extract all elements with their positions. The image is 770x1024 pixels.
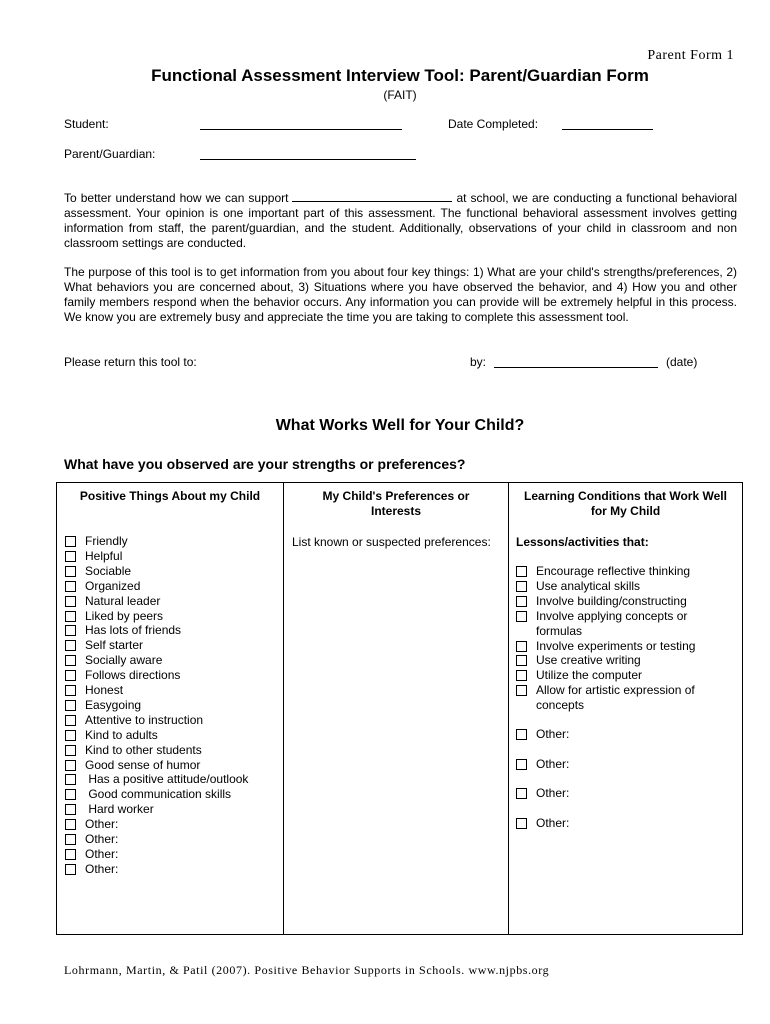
date-completed-field[interactable] bbox=[562, 118, 653, 130]
positive-thing-checkbox[interactable] bbox=[65, 700, 76, 711]
learning-condition-checkbox[interactable] bbox=[516, 685, 527, 696]
parent-guardian-field[interactable] bbox=[200, 148, 416, 160]
column-preferences bbox=[284, 483, 509, 934]
positive-thing-checkbox[interactable] bbox=[65, 536, 76, 547]
learning-condition-item bbox=[516, 609, 687, 624]
learning-condition-other-item bbox=[516, 757, 569, 772]
page-title: Functional Assessment Interview Tool: Parent/Guardian Form bbox=[151, 66, 649, 85]
intro-para1-before: To better understand how we can support bbox=[64, 191, 289, 205]
student-field[interactable] bbox=[200, 118, 402, 130]
col3-header bbox=[509, 483, 742, 519]
section-question: What have you observed are your strengths or preferences? bbox=[64, 456, 466, 472]
positive-thing-label: Other: bbox=[85, 861, 119, 876]
positive-thing-item bbox=[65, 609, 163, 624]
intro-para1-after: at school, we are conducting a functional behavioral assessment. Your opinion is one important part of this assessment. The functional behavioral assessment involves getting information from staff, the parent/guardian, and the student. Additionally, observations of your child in classroom and non classroom settings are conducted. bbox=[64, 191, 737, 250]
positive-thing-checkbox[interactable] bbox=[65, 774, 76, 785]
positive-thing-item bbox=[65, 758, 200, 773]
positive-thing-checkbox[interactable] bbox=[65, 640, 76, 651]
learning-condition-label: Use analytical skills bbox=[536, 578, 641, 593]
positive-thing-item bbox=[65, 579, 140, 594]
positive-thing-item bbox=[65, 594, 160, 609]
parent-guardian-label: Parent/Guardian: bbox=[64, 147, 156, 161]
positive-thing-label: Friendly bbox=[85, 534, 128, 548]
column-positive-things bbox=[57, 483, 284, 934]
positive-thing-checkbox[interactable] bbox=[65, 611, 76, 622]
positive-thing-label: Good sense of humor bbox=[85, 757, 201, 772]
positive-thing-label: Socially aware bbox=[85, 653, 163, 668]
learning-condition-label: concepts bbox=[536, 698, 585, 713]
positive-thing-checkbox[interactable] bbox=[65, 596, 76, 607]
learning-condition-label: Encourage reflective thinking bbox=[536, 564, 691, 578]
positive-thing-label: Other: bbox=[85, 832, 119, 846]
learning-condition-item bbox=[516, 624, 582, 639]
positive-thing-label: Liked by peers bbox=[85, 608, 164, 623]
learning-condition-checkbox[interactable] bbox=[516, 596, 527, 607]
positive-thing-checkbox[interactable] bbox=[65, 685, 76, 696]
positive-thing-item bbox=[65, 713, 203, 728]
learning-condition-other-checkbox[interactable] bbox=[516, 759, 527, 770]
positive-thing-checkbox[interactable] bbox=[65, 581, 76, 592]
positive-thing-checkbox[interactable] bbox=[65, 551, 76, 562]
col1-header: Positive Things About my Child bbox=[79, 489, 261, 503]
positive-thing-label: Organized bbox=[85, 578, 141, 593]
positive-thing-item bbox=[65, 817, 118, 832]
positive-thing-label: Honest bbox=[85, 683, 124, 697]
positive-thing-item bbox=[65, 549, 122, 564]
learning-condition-other-item bbox=[516, 816, 569, 831]
learning-condition-label: Utilize the computer bbox=[536, 668, 643, 683]
preferences-prompt-text: List known or suspected preferences: bbox=[292, 535, 491, 549]
date-label: (date) bbox=[666, 355, 698, 369]
positive-thing-label: Good communication skills bbox=[85, 787, 232, 802]
positive-thing-item bbox=[65, 787, 231, 802]
intro-paragraph-2: The purpose of this tool is to get information from you about four key things: 1) What are your child's strengths/preferences, 2) What behaviors you are concerned about, 3) Situations where you have observed the behavior, and 4) How you and other family members respond when the behavior occurs. Any information you can provide will be extremely helpful in this process. We know you are extremely busy and appreciate the time you are taking to complete this assessment tool. bbox=[64, 265, 737, 324]
positive-thing-label: Easygoing bbox=[85, 697, 142, 712]
positive-thing-label: Self starter bbox=[85, 638, 144, 653]
date-completed-label: Date Completed: bbox=[448, 117, 539, 131]
col3-header-line1: Learning Conditions that Work Well bbox=[524, 489, 727, 503]
positive-thing-item bbox=[65, 802, 154, 817]
learning-condition-item bbox=[516, 653, 641, 668]
col2-header-line1: My Child's Preferences or bbox=[322, 489, 470, 503]
learning-condition-checkbox[interactable] bbox=[516, 655, 527, 666]
intro-paragraph-1 bbox=[64, 191, 737, 251]
learning-condition-other-checkbox[interactable] bbox=[516, 818, 527, 829]
learning-condition-other-item bbox=[516, 786, 569, 801]
learning-condition-other-label: Other: bbox=[536, 786, 570, 801]
positive-thing-label: Follows directions bbox=[85, 668, 181, 683]
positive-thing-checkbox[interactable] bbox=[65, 849, 76, 860]
positive-thing-label: Has a positive attitude/outlook bbox=[85, 772, 249, 787]
positive-thing-item bbox=[65, 862, 118, 877]
positive-thing-label: Kind to adults bbox=[85, 727, 158, 742]
learning-condition-item bbox=[516, 639, 695, 654]
learning-condition-checkbox[interactable] bbox=[516, 566, 527, 577]
positive-thing-label: Attentive to instruction bbox=[85, 712, 204, 727]
positive-thing-label: Helpful bbox=[85, 548, 123, 563]
learning-condition-checkbox[interactable] bbox=[516, 641, 527, 652]
strengths-table bbox=[56, 482, 743, 935]
positive-thing-item bbox=[65, 668, 180, 683]
learning-condition-checkbox[interactable] bbox=[516, 670, 527, 681]
positive-thing-item bbox=[65, 728, 158, 743]
learning-condition-other-label: Other: bbox=[536, 727, 570, 741]
positive-thing-checkbox[interactable] bbox=[65, 864, 76, 875]
learning-condition-other-item bbox=[516, 727, 569, 742]
positive-thing-checkbox[interactable] bbox=[65, 834, 76, 845]
positive-thing-item bbox=[65, 623, 181, 638]
learning-condition-label: Allow for artistic expression of bbox=[536, 683, 695, 698]
preferences-prompt bbox=[292, 535, 491, 550]
positive-thing-checkbox[interactable] bbox=[65, 745, 76, 756]
column-learning-conditions bbox=[509, 483, 742, 934]
positive-thing-item bbox=[65, 832, 118, 847]
footer-citation: Lohrmann, Martin, & Patil (2007). Positive Behavior Supports in Schools. www.njpbs.org bbox=[64, 963, 550, 977]
positive-thing-checkbox[interactable] bbox=[65, 655, 76, 666]
positive-thing-item bbox=[65, 772, 248, 787]
col2-header-line2: Interests bbox=[370, 504, 422, 518]
positive-thing-item bbox=[65, 698, 141, 713]
positive-thing-checkbox[interactable] bbox=[65, 625, 76, 636]
positive-thing-checkbox[interactable] bbox=[65, 819, 76, 830]
by-label: by: bbox=[470, 355, 487, 369]
learning-condition-label: Involve experiments or testing bbox=[536, 638, 696, 653]
lessons-prompt-text: Lessons/activities that: bbox=[516, 535, 649, 549]
learning-condition-other-checkbox[interactable] bbox=[516, 788, 527, 799]
positive-thing-item bbox=[65, 683, 123, 698]
page-subtitle: (FAIT) bbox=[383, 88, 417, 102]
student-label: Student: bbox=[64, 117, 109, 131]
learning-condition-label: formulas bbox=[536, 623, 583, 638]
positive-thing-label: Other: bbox=[85, 846, 119, 861]
positive-thing-checkbox[interactable] bbox=[65, 715, 76, 726]
positive-thing-label: Natural leader bbox=[85, 593, 161, 608]
positive-thing-label: Kind to other students bbox=[85, 742, 202, 757]
positive-thing-label: Hard worker bbox=[85, 802, 154, 817]
col3-header-line2: for My Child bbox=[590, 504, 661, 518]
learning-condition-label: Use creative writing bbox=[536, 653, 641, 668]
positive-thing-item bbox=[65, 534, 128, 549]
learning-condition-item bbox=[516, 668, 642, 683]
section-title: What Works Well for Your Child? bbox=[275, 417, 525, 434]
positive-thing-item bbox=[65, 653, 162, 668]
learning-condition-other-label: Other: bbox=[536, 756, 570, 771]
learning-condition-item bbox=[516, 594, 687, 609]
positive-thing-checkbox[interactable] bbox=[65, 789, 76, 800]
positive-thing-checkbox[interactable] bbox=[65, 730, 76, 741]
positive-thing-item bbox=[65, 743, 202, 758]
positive-thing-label: Other: bbox=[85, 817, 119, 832]
learning-condition-checkbox[interactable] bbox=[516, 581, 527, 592]
learning-condition-checkbox[interactable] bbox=[516, 611, 527, 622]
positive-thing-checkbox[interactable] bbox=[65, 670, 76, 681]
positive-thing-checkbox[interactable] bbox=[65, 804, 76, 815]
learning-condition-label: Involve building/constructing bbox=[536, 593, 687, 608]
learning-condition-item bbox=[516, 698, 584, 713]
learning-condition-other-checkbox[interactable] bbox=[516, 729, 527, 740]
positive-thing-checkbox[interactable] bbox=[65, 566, 76, 577]
form-label: Parent Form 1 bbox=[647, 48, 734, 63]
positive-thing-label: Has lots of friends bbox=[85, 623, 182, 638]
lessons-prompt bbox=[516, 535, 649, 550]
return-date-field[interactable] bbox=[494, 356, 658, 368]
positive-thing-item bbox=[65, 847, 118, 862]
positive-thing-item bbox=[65, 564, 131, 579]
col2-header bbox=[284, 483, 508, 519]
child-name-blank[interactable] bbox=[292, 191, 452, 202]
positive-thing-checkbox[interactable] bbox=[65, 760, 76, 771]
positive-thing-label: Sociable bbox=[85, 563, 132, 578]
learning-condition-item bbox=[516, 579, 640, 594]
return-label: Please return this tool to: bbox=[64, 355, 197, 369]
learning-condition-other-label: Other: bbox=[536, 816, 570, 831]
learning-condition-item bbox=[516, 683, 695, 698]
learning-condition-item bbox=[516, 564, 690, 579]
learning-condition-label: Involve applying concepts or bbox=[536, 608, 688, 623]
positive-thing-item bbox=[65, 638, 143, 653]
